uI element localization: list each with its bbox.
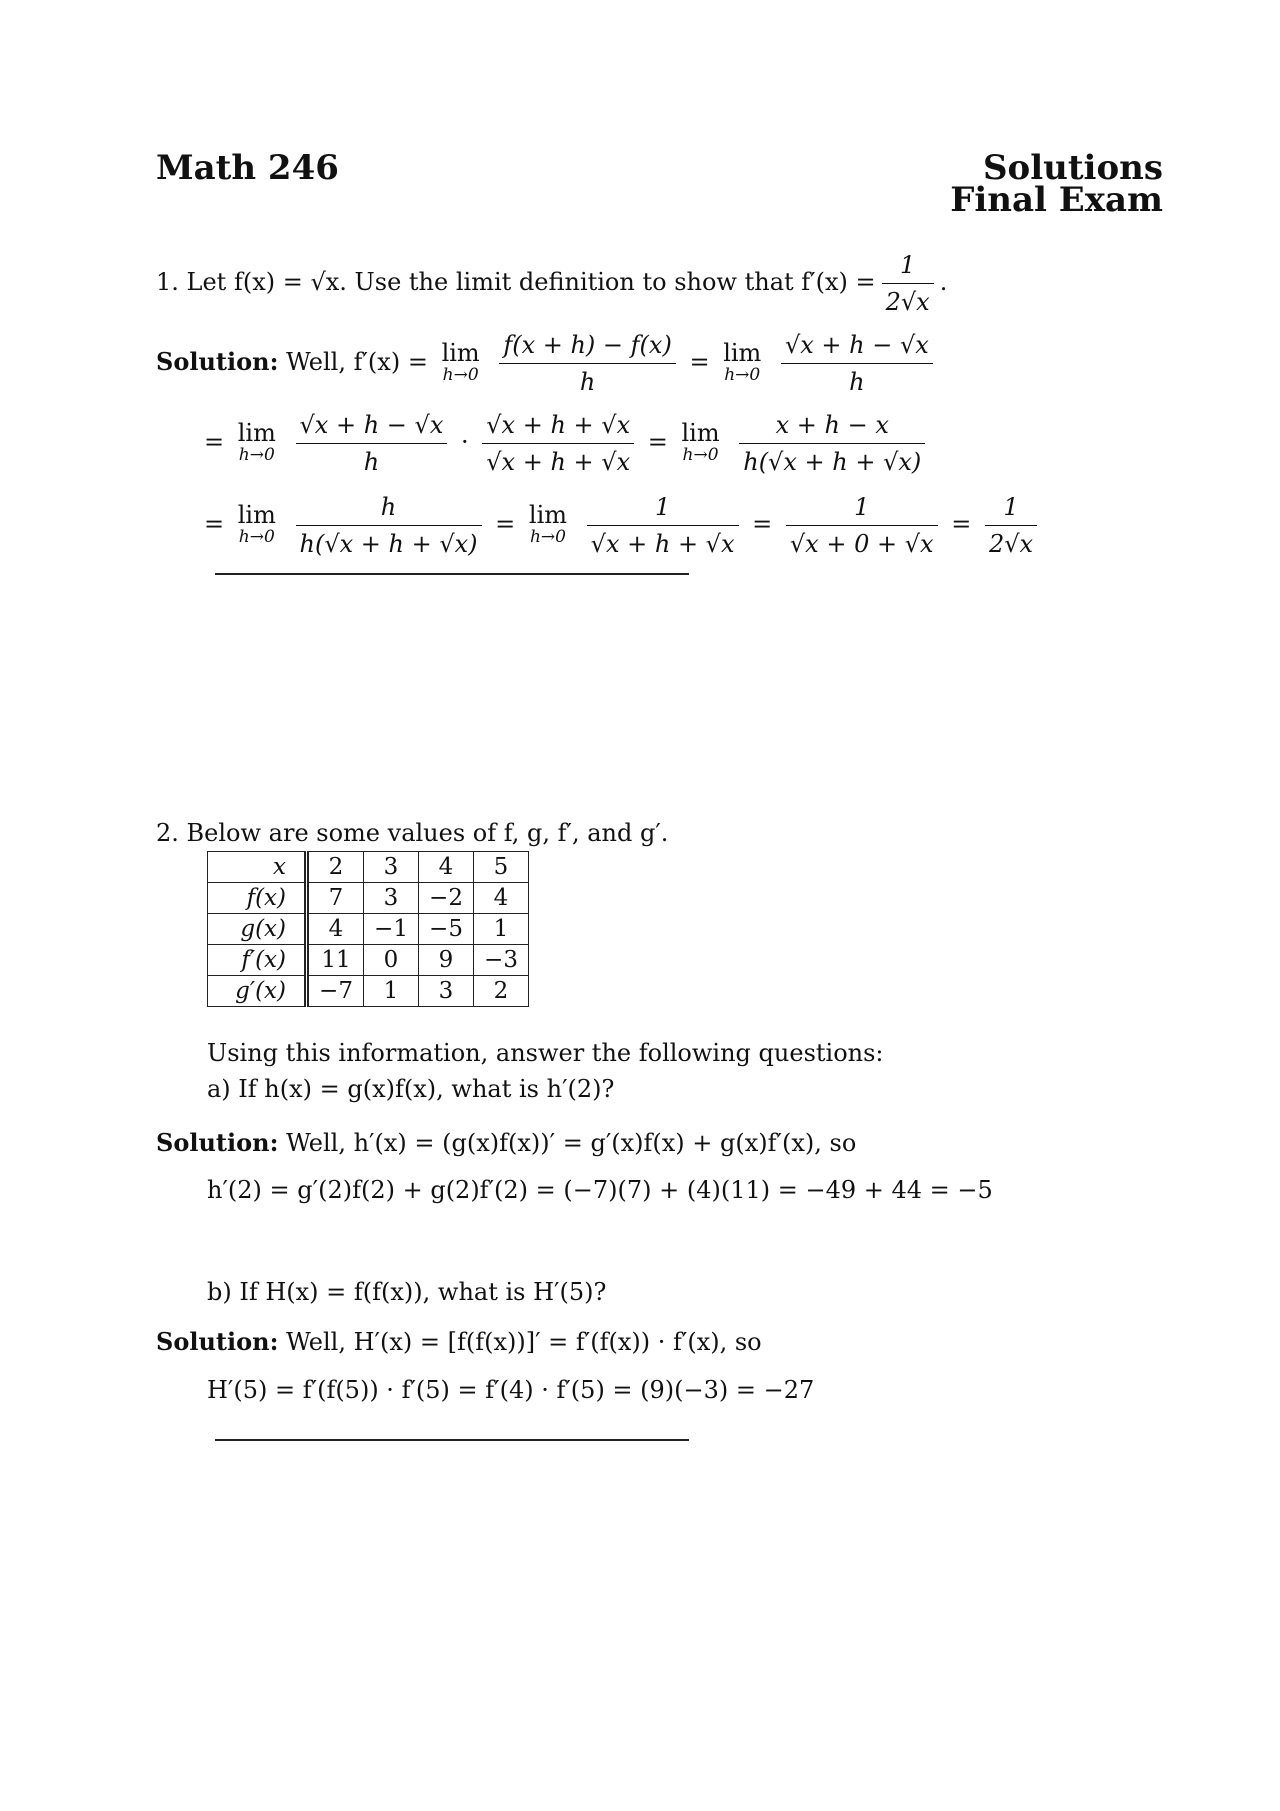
problem1-prompt-text: 1. Let f(x) = √x. Use the limit definition to show that f′(x) =	[156, 268, 876, 296]
table-col-header: 4	[419, 852, 474, 883]
problem1-prompt: 1. Let f(x) = √x. Use the limit definition to show that f′(x) = $\frac{1}{2√x}$ .	[156, 251, 948, 316]
table-cell: 1	[474, 914, 529, 945]
table-cell: 2	[474, 976, 529, 1007]
table-row	[208, 914, 529, 945]
limit-operator: lim h→0	[681, 418, 720, 465]
table-header-row	[208, 852, 529, 883]
problem2-prompt: 2. Below are some values of f, g, f′, and g′.	[156, 819, 669, 847]
step7-fraction: $\frac{1}{√x + 0 + √x}$	[786, 492, 938, 559]
table-header-label: x	[208, 852, 307, 883]
limit-operator: lim h→0	[528, 500, 568, 547]
doc-title-line2: Final Exam	[950, 180, 1163, 220]
solution-label: Solution:	[156, 347, 279, 376]
problem2-solution-a-line2: h′(2) = g′(2)f(2) + g(2)f′(2) = (−7)(7) + (4)(11) = −49 + 44 = −5	[207, 1176, 993, 1204]
table-cell: 3	[364, 883, 419, 914]
section-divider	[215, 1439, 689, 1441]
table-cell: 9	[419, 945, 474, 976]
limit-operator: lim h→0	[237, 418, 276, 465]
table-cell: 0	[364, 945, 419, 976]
limit-operator: lim h→0	[237, 500, 276, 547]
problem2-solution-b-line1	[156, 1327, 762, 1357]
solution-label: Solution:	[156, 1327, 279, 1356]
solution-a-text: Well, h′(x) = (g(x)f(x))′ = g′(x)f(x) + g(x)f′(x), so	[286, 1129, 857, 1157]
problem1-solution-line3: = lim h→0 $\frac{h}{h(√x + h + √x)}$ = lim h→0 $\frac{1}{√x + h + √x}$ = $\frac{1}{√x + 0 + √x}$ = $\frac{1}{2√x}$	[204, 492, 1043, 559]
table-cell: −7	[307, 976, 364, 1007]
step2-fraction: $\frac{√x + h - √x}{h}$	[781, 330, 933, 397]
problem1-solution-line2: = lim h→0 $\frac{√x + h - √x}{h}$ · $\frac{√x + h + √x}{√x + h + √x}$ = lim h→0 $\frac{x + h - x}{h(√x + h + √x)}$	[204, 410, 931, 477]
step3-fraction-b: $\frac{√x + h + √x}{√x + h + √x}$	[482, 410, 634, 477]
problem2-solution-b-line2: H′(5) = f′(f(5)) · f′(5) = f′(4) · f′(5) = (9)(−3) = −27	[207, 1376, 815, 1404]
table-row	[208, 883, 529, 914]
table-row-label: g′(x)	[208, 976, 307, 1007]
values-table	[207, 851, 529, 1007]
problem2-part-a: a) If h(x) = g(x)f(x), what is h′(2)?	[207, 1075, 615, 1103]
table-cell: −5	[419, 914, 474, 945]
problem1-solution-line1: Solution: Well, f′(x) = lim h→0 $\frac{f(x + h) - f(x)}{h}$ = lim h→0 $\frac{√x + h - √x}{h}$	[156, 330, 939, 397]
table-cell: −2	[419, 883, 474, 914]
section-divider	[215, 573, 689, 575]
table-cell: −1	[364, 914, 419, 945]
table-row	[208, 976, 529, 1007]
table-cell: −3	[474, 945, 529, 976]
step4-fraction: $\frac{x + h - x}{h(√x + h + √x)}$	[739, 410, 925, 477]
table-cell: 4	[474, 883, 529, 914]
table-cell: 11	[307, 945, 364, 976]
problem2-solution-a-line1	[156, 1128, 856, 1158]
solution-b-text: Well, H′(x) = [f(f(x))]′ = f′(f(x)) · f′(x), so	[286, 1328, 762, 1356]
table-cell: 7	[307, 883, 364, 914]
table-cell: 3	[419, 976, 474, 1007]
table-cell: 4	[307, 914, 364, 945]
limit-operator: lim h→0	[723, 338, 762, 385]
course-title: Math 246	[156, 148, 339, 188]
problem1-target-den: 2√x	[885, 288, 930, 316]
table-cell: 1	[364, 976, 419, 1007]
problem2-instructions: Using this information, answer the following questions:	[207, 1039, 884, 1067]
table-row-label: f(x)	[208, 883, 307, 914]
table-row-label: f′(x)	[208, 945, 307, 976]
table-col-header: 3	[364, 852, 419, 883]
problem1-target-fraction	[882, 250, 934, 317]
step1-fraction: $\frac{f(x + h) - f(x)}{h}$	[499, 330, 675, 397]
table-row-label: g(x)	[208, 914, 307, 945]
table-row	[208, 945, 529, 976]
doc-title-line1: Solutions	[982, 148, 1163, 188]
table-col-header: 5	[474, 852, 529, 883]
step3-fraction-a: $\frac{√x + h - √x}{h}$	[296, 410, 448, 477]
table-col-header: 2	[307, 852, 364, 883]
limit-operator: lim h→0	[441, 338, 480, 385]
step6-fraction: $\frac{1}{√x + h + √x}$	[587, 492, 739, 559]
step8-fraction: $\frac{1}{2√x}$	[985, 492, 1037, 559]
solution-intro: Well, f′(x) =	[286, 348, 428, 376]
problem2-part-b: b) If H(x) = f(f(x)), what is H′(5)?	[207, 1278, 607, 1306]
step5-fraction: $\frac{h}{h(√x + h + √x)}$	[296, 492, 482, 559]
problem1-target-num: 1	[882, 250, 934, 284]
solution-label: Solution:	[156, 1128, 279, 1157]
